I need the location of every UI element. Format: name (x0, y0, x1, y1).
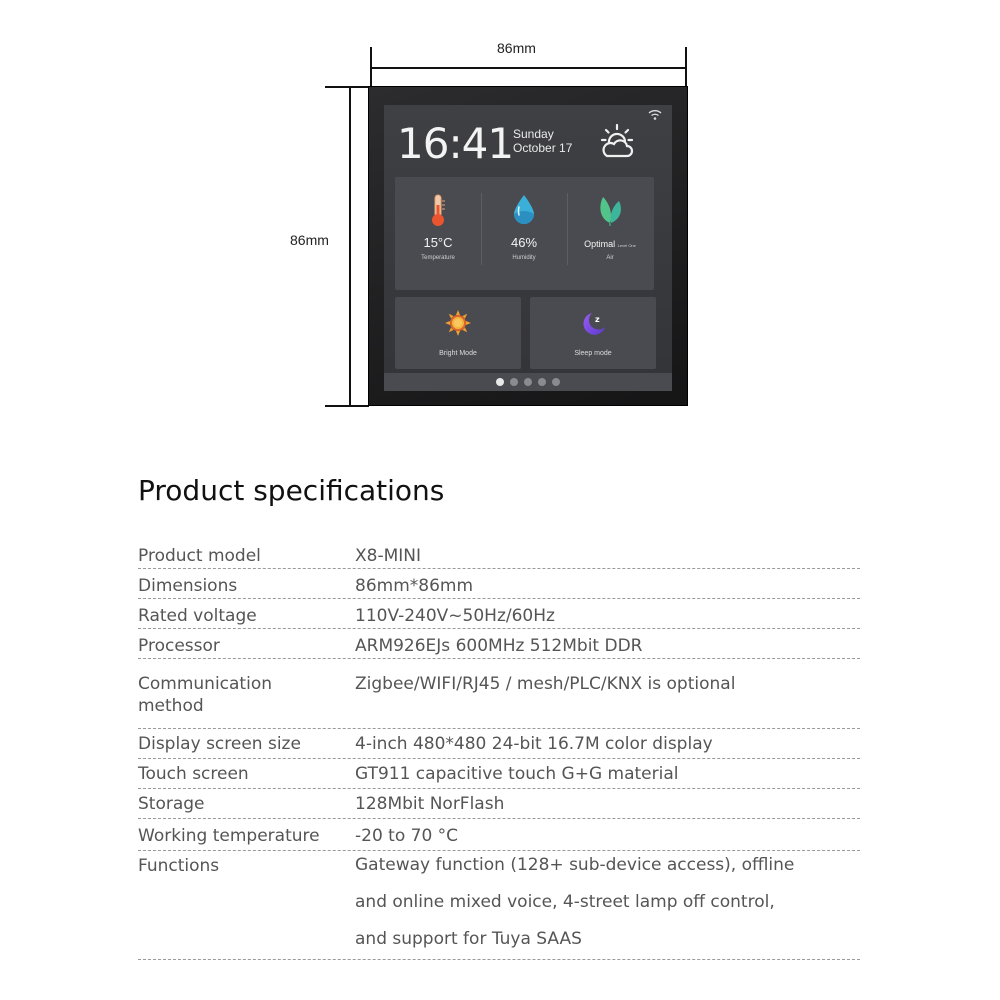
spec-value: ARM926EJs 600MHz 512Mbit DDR (355, 636, 643, 656)
bright-mode-label: Bright Mode (439, 350, 477, 357)
day-label: Sunday (513, 127, 554, 141)
spec-key: Display screen size (138, 734, 301, 754)
sleep-mode-label: Sleep mode (574, 350, 612, 357)
temperature-value: 15°C (423, 235, 453, 250)
temperature-sensor[interactable] (395, 177, 481, 290)
water-drop-icon (511, 193, 537, 225)
humidity-value: 46% (510, 235, 538, 250)
spec-row (138, 733, 860, 759)
spec-value: 86mm*86mm (355, 576, 474, 596)
spec-row (138, 545, 860, 569)
spec-key: Processor (138, 636, 220, 656)
spec-key: Dimensions (138, 576, 238, 596)
page-dot[interactable] (510, 378, 518, 386)
spec-value: X8-MINI (355, 546, 422, 566)
spec-key: Rated voltage (138, 606, 257, 626)
air-quality-level: Level One (617, 243, 636, 248)
height-dimension-tick-top (325, 86, 369, 88)
spec-value: 128Mbit NorFlash (355, 794, 505, 814)
sun-icon (444, 309, 472, 337)
clock-display: 16:41 (397, 119, 514, 168)
spec-value: 4-inch 480*480 24-bit 16.7M color display (355, 734, 713, 754)
leaf-icon (595, 193, 625, 227)
spec-row (138, 763, 860, 789)
height-dimension-label: 86mm (290, 232, 329, 248)
spec-value: Gateway function (128+ sub-device access), offline and online mixed voice, 4-street lamp off control, and support for Tuya SAAS (355, 855, 795, 949)
spec-value: -20 to 70 °C (355, 826, 459, 846)
page-dot[interactable] (538, 378, 546, 386)
spec-row (138, 855, 860, 960)
wifi-icon (648, 109, 662, 121)
width-dimension-tick-left (370, 47, 372, 87)
page-dot[interactable] (496, 378, 504, 386)
spec-row (138, 673, 860, 729)
air-quality-sensor[interactable] (567, 177, 653, 290)
spec-row (138, 635, 860, 659)
air-quality-label: Air (606, 255, 614, 261)
spec-key: Communication method (138, 674, 272, 716)
height-dimension-tick-bottom (325, 405, 369, 407)
spec-value: GT911 capacitive touch G+G material (355, 764, 679, 784)
height-dimension-line (349, 86, 351, 406)
page-dot[interactable] (524, 378, 532, 386)
spec-value: Zigbee/WIFI/RJ45 / mesh/PLC/KNX is optional (355, 674, 736, 694)
spec-row (138, 605, 860, 629)
date-label: October 17 (513, 141, 573, 155)
temperature-label: Temperature (421, 255, 455, 261)
spec-value: 110V-240V~50Hz/60Hz (355, 606, 555, 626)
thermometer-icon (429, 193, 447, 227)
spec-row (138, 793, 860, 819)
width-dimension-label: 86mm (497, 40, 536, 56)
sensor-panel (395, 177, 654, 290)
device-screen (384, 105, 672, 391)
spec-row (138, 575, 860, 599)
spec-key: Functions (138, 856, 220, 876)
spec-key: Touch screen (138, 764, 249, 784)
bright-mode-card[interactable] (395, 297, 521, 369)
humidity-sensor[interactable] (481, 177, 567, 290)
page-dot[interactable] (552, 378, 560, 386)
svg-text:z: z (595, 315, 600, 324)
spec-key: Product model (138, 546, 261, 566)
spec-key: Working temperature (138, 826, 320, 846)
spec-key: Storage (138, 794, 205, 814)
page-indicator (384, 373, 672, 391)
width-dimension-line (370, 67, 686, 69)
sleep-mode-card[interactable] (530, 297, 656, 369)
smart-panel-device (368, 86, 688, 406)
humidity-label: Humidity (512, 255, 536, 261)
spec-section-title: Product specifications (138, 474, 445, 507)
moon-icon (578, 309, 608, 339)
width-dimension-tick-right (685, 47, 687, 87)
air-quality-value: Optimal Level One (584, 239, 636, 249)
partly-cloudy-icon (598, 123, 636, 159)
